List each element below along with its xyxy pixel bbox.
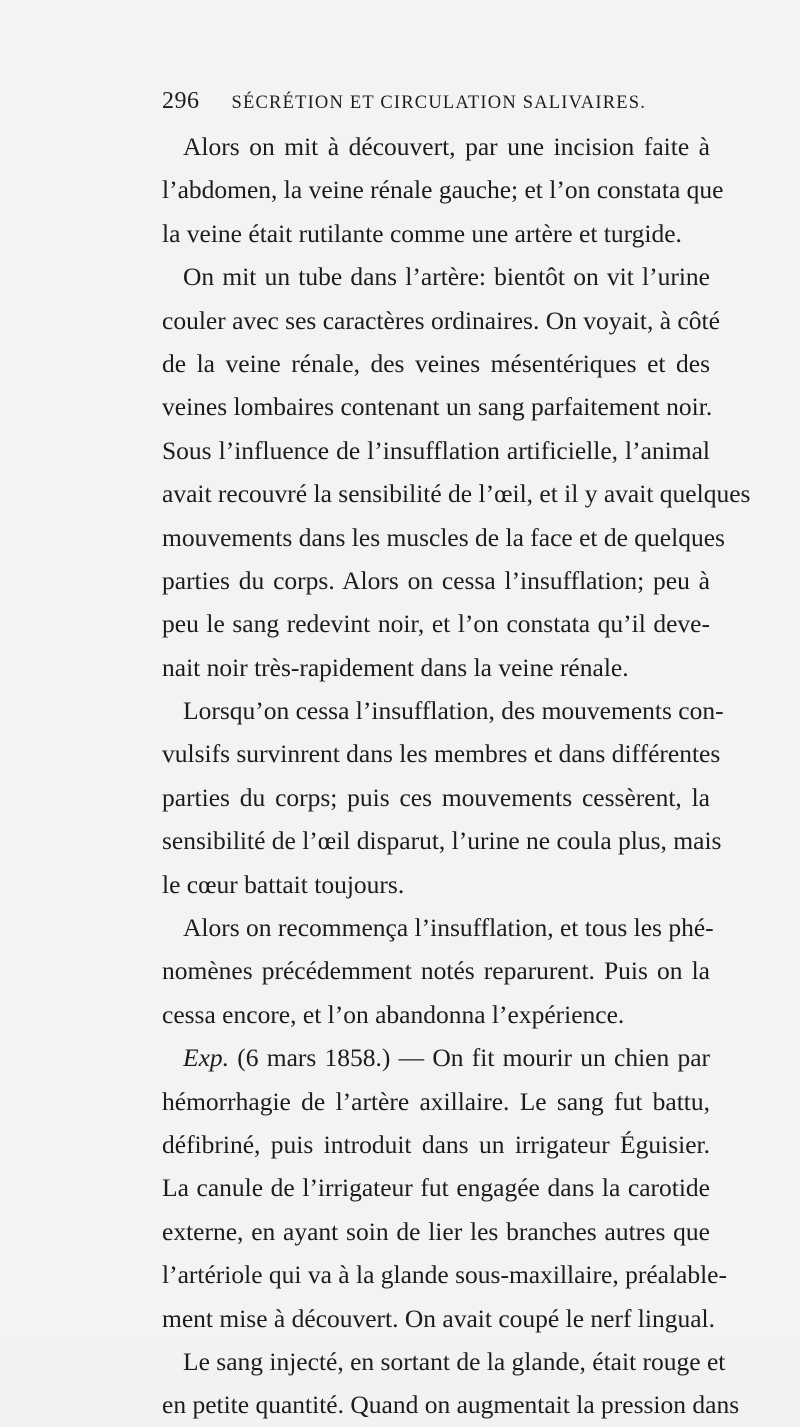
text-line: nomènes précédemment notés reparurent. Puis on la [162, 956, 710, 986]
page-number: 296 [162, 88, 200, 114]
text-line: sensibilité de l’œil disparut, l’urine ne coula plus, mais [162, 826, 722, 856]
exp-label: Exp. [183, 1043, 230, 1073]
text-line: peu le sang redevint noir, et l’on constata qu’il deve- [162, 609, 710, 639]
body-text [162, 125, 751, 1427]
text-line: avait recouvré la sensibilité de l’œil, et il y avait quelques [162, 479, 751, 509]
text-line: parties du corps. Alors on cessa l’insufflation; peu à [162, 565, 710, 595]
text-line: On mit un tube dans l’artère: bientôt on vit l’urine [183, 262, 710, 292]
text-line: Sous l’influence de l’insufflation artificielle, l’animal [162, 435, 710, 465]
running-title: SÉCRÉTION ET CIRCULATION SALIVAIRES. [231, 93, 647, 113]
text-line: externe, en ayant soin de lier les branches autres que [162, 1216, 710, 1246]
text-line: La canule de l’irrigateur fut engagée dans la carotide [162, 1173, 710, 1203]
running-head [162, 88, 682, 118]
text-line: vulsifs survinrent dans les membres et dans différentes [162, 739, 721, 769]
text-line: en petite quantité. Quand on augmentait la pression dans [162, 1390, 740, 1420]
text-line: l’artériole qui va à la glande sous-maxillaire, préalable- [162, 1260, 727, 1290]
text-line: défibriné, puis introduit dans un irrigateur Éguisier. [162, 1129, 710, 1159]
text-line: nait noir très-rapidement dans la veine rénale. [162, 652, 629, 682]
text-line: Lorsqu’on cessa l’insufflation, des mouvements con- [183, 696, 724, 726]
exp-line [162, 1036, 710, 1079]
text-line: parties du corps; puis ces mouvements cessèrent, la [162, 782, 710, 812]
text-line: le cœur battait toujours. [162, 869, 405, 899]
text-line: couler avec ses caractères ordinaires. On voyait, à côté [162, 305, 720, 335]
text-line: de la veine rénale, des veines mésentériques et des [162, 348, 710, 378]
text-line: Alors on recommença l’insufflation, et tous les phé- [183, 913, 714, 943]
text-line: l’abdomen, la veine rénale gauche; et l’on constata que [162, 175, 724, 205]
text-line: cessa encore, et l’on abandonna l’expérience. [162, 999, 625, 1029]
text-line: Alors on mit à découvert, par une incision faite à [183, 132, 710, 161]
text-line: mouvements dans les muscles de la face et de quelques [162, 522, 725, 552]
text-line: hémorrhagie de l’artère axillaire. Le sang fut battu, [162, 1086, 710, 1116]
text-line: la veine était rutilante comme une artère et turgide. [162, 218, 682, 248]
text-line: ment mise à découvert. On avait coupé le nerf lingual. [162, 1303, 716, 1333]
text-line: veines lombaires contenant un sang parfaitement noir. [162, 392, 713, 422]
text-line: Le sang injecté, en sortant de la glande, était rouge et [183, 1346, 726, 1376]
exp-line-text: (6 mars 1858.) — On fit mourir un chien par [237, 1043, 711, 1073]
